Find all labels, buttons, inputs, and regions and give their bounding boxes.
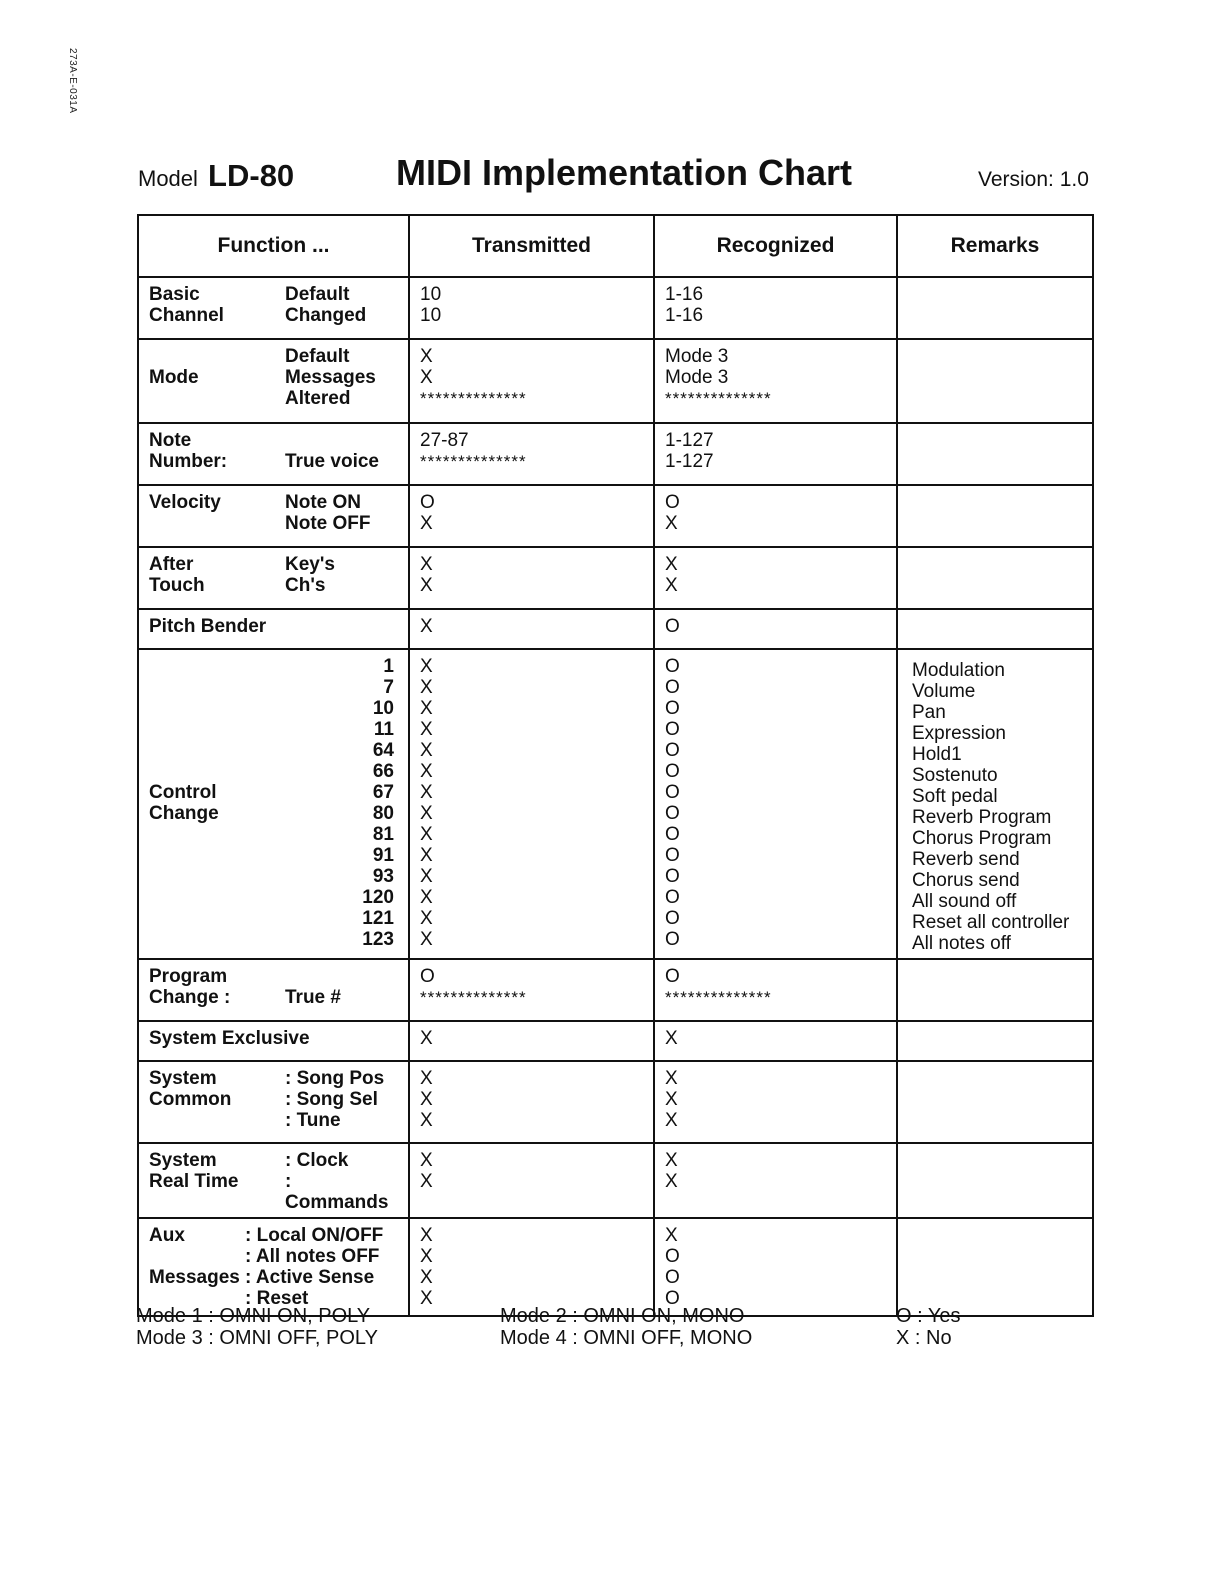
rx-value: O (665, 698, 680, 719)
fn-sub: : Song Pos (285, 1068, 385, 1089)
rx-value: 1-127 (665, 451, 714, 472)
tx-value: X (420, 1288, 433, 1309)
row-control-change (138, 649, 1093, 959)
tx-value: X (420, 698, 433, 719)
model-number: LD-80 (208, 158, 295, 193)
footer-mode4: Mode 4 : OMNI OFF, MONO (500, 1327, 753, 1349)
fn-group: Control (149, 782, 217, 803)
legend-no: X : No (896, 1327, 952, 1349)
cc-number: 67 (372, 782, 394, 803)
fn-sub: Note OFF (285, 513, 371, 534)
fn-sub: Note ON (285, 492, 361, 513)
footer-mode2: Mode 2 : OMNI ON, MONO (500, 1305, 745, 1327)
fn-sub: True voice (285, 451, 379, 472)
fn-group: Channel (149, 305, 224, 326)
fn-group: Change (149, 803, 219, 824)
fn-group: Real Time (149, 1171, 239, 1192)
col-header-function: Function ... (138, 215, 409, 277)
footer-mode1: Mode 1 : OMNI ON, POLY (136, 1305, 371, 1327)
tx-value: 10 (420, 284, 442, 305)
cc-number: 80 (372, 803, 394, 824)
fn-sub: Ch's (285, 575, 326, 596)
cc-remark: Reset all controller (912, 912, 1070, 933)
cc-number: 7 (383, 677, 394, 698)
fn-group: Basic (149, 284, 200, 305)
tx-value: X (420, 929, 433, 950)
fn-sub: Messages (285, 367, 376, 388)
row-note-number (138, 423, 1093, 485)
fn-sub: : Song Sel (285, 1089, 378, 1110)
rx-value: O (665, 616, 680, 637)
fn-sub: Default (285, 284, 350, 305)
cc-number-list (285, 656, 398, 950)
tx-value: ************** (420, 389, 527, 408)
fn-sub: True # (285, 987, 341, 1008)
rx-value: ************** (665, 389, 772, 408)
fn-sub: Default (285, 346, 350, 367)
cc-number: 121 (362, 908, 394, 929)
fn-group: Note (149, 430, 192, 451)
legend-yes: O : Yes (896, 1305, 961, 1327)
fn-sub: : All notes OFF (245, 1246, 380, 1267)
rx-value: O (665, 492, 680, 513)
fn-group: Velocity (149, 492, 221, 513)
tx-value: X (420, 346, 433, 367)
rx-value: O (665, 656, 680, 677)
col-header-transmitted: Transmitted (409, 215, 654, 277)
footer-mode-2-4 (500, 1305, 752, 1349)
fn-label: System Exclusive (149, 1028, 310, 1049)
cc-remarks-list (898, 650, 1092, 958)
tx-value: X (420, 908, 433, 929)
tx-value: X (420, 513, 433, 534)
tx-value: X (420, 1225, 433, 1246)
cc-remark: Chorus Program (912, 828, 1052, 849)
rx-value: O (665, 719, 680, 740)
cc-remark: All sound off (912, 891, 1017, 912)
tx-value: O (420, 966, 435, 987)
fn-group: Program (149, 966, 228, 987)
tx-value: X (420, 677, 433, 698)
row-aux-messages (138, 1218, 1093, 1316)
fn-label: Pitch Bender (149, 616, 267, 637)
tx-value: ************** (420, 988, 527, 1007)
row-pitch-bender (138, 609, 1093, 649)
tx-value: X (420, 575, 433, 596)
version-label: Version: 1.0 (978, 168, 1089, 191)
rx-value: O (665, 1246, 680, 1267)
tx-value: X (420, 845, 433, 866)
rx-value: X (665, 1110, 678, 1131)
tx-value: 10 (420, 305, 442, 326)
rx-value: X (665, 575, 678, 596)
tx-value: X (420, 1267, 433, 1288)
model-heading (138, 158, 294, 194)
rx-value: O (665, 845, 680, 866)
cc-remark: Reverb Program (912, 807, 1052, 828)
model-label: Model (138, 166, 198, 191)
fn-group: Number: (149, 451, 228, 472)
rx-value: X (665, 1068, 678, 1089)
tx-value: X (420, 761, 433, 782)
tx-value: ************** (420, 452, 527, 471)
fn-sub: : Clock (285, 1150, 349, 1171)
cc-remark: Chorus send (912, 870, 1020, 891)
rx-value: O (665, 782, 680, 803)
footer-mode3: Mode 3 : OMNI OFF, POLY (136, 1327, 378, 1349)
footer-mode-1-3 (136, 1305, 378, 1349)
tx-value: X (420, 554, 433, 575)
tx-value: X (420, 1150, 433, 1171)
rx-value: X (665, 1225, 678, 1246)
rx-value: O (665, 1267, 680, 1288)
tx-value: X (420, 824, 433, 845)
cc-number: 120 (362, 887, 394, 908)
rx-value: X (665, 554, 678, 575)
cc-number: 123 (362, 929, 394, 950)
tx-value: X (420, 1028, 433, 1049)
rx-value: X (665, 1089, 678, 1110)
cc-rx-list (655, 650, 896, 954)
row-mode (138, 339, 1093, 423)
col-header-remarks: Remarks (897, 215, 1093, 277)
tx-value: X (420, 367, 433, 388)
cc-remark: Modulation (912, 660, 1005, 681)
fn-group: Mode (149, 367, 199, 388)
footer-legend (896, 1305, 961, 1349)
fn-sub: : Active Sense (245, 1267, 375, 1288)
rx-value: O (665, 887, 680, 908)
page-title: MIDI Implementation Chart (396, 152, 853, 193)
rx-value: O (665, 908, 680, 929)
cc-remark: Reverb send (912, 849, 1020, 870)
fn-group: Common (149, 1089, 232, 1110)
tx-value: X (420, 740, 433, 761)
fn-group: Aux (149, 1225, 185, 1246)
cc-remark: Hold1 (912, 744, 962, 765)
fn-sub: Altered (285, 388, 351, 409)
rx-value: O (665, 866, 680, 887)
cc-remark: Sostenuto (912, 765, 998, 786)
cc-number: 91 (372, 845, 394, 866)
fn-group: Messages (149, 1267, 240, 1288)
tx-value: X (420, 1246, 433, 1267)
rx-value: X (665, 513, 678, 534)
rx-value: 1-16 (665, 284, 704, 305)
row-system-exclusive (138, 1021, 1093, 1061)
cc-number: 81 (372, 824, 394, 845)
header-row (138, 215, 1093, 277)
rx-value: O (665, 761, 680, 782)
tx-value: X (420, 866, 433, 887)
fn-group: Change : (149, 987, 231, 1008)
fn-group: System (149, 1150, 217, 1171)
tx-value: 27-87 (420, 430, 469, 451)
rx-value: Mode 3 (665, 346, 729, 367)
tx-value: O (420, 492, 435, 513)
rx-value: O (665, 740, 680, 761)
rx-value: O (665, 677, 680, 698)
cc-number: 10 (372, 698, 394, 719)
rx-value: O (665, 824, 680, 845)
cc-number: 1 (383, 656, 394, 677)
rx-value: X (665, 1150, 678, 1171)
row-system-common (138, 1061, 1093, 1143)
rx-value: Mode 3 (665, 367, 729, 388)
fn-sub: : Commands (285, 1171, 389, 1213)
fn-sub: Key's (285, 554, 335, 575)
cc-tx-list (410, 650, 653, 954)
fn-sub: : Tune (285, 1110, 341, 1131)
tx-value: X (420, 616, 433, 637)
cc-remark: Soft pedal (912, 786, 998, 807)
fn-group: After (149, 554, 194, 575)
tx-value: X (420, 1110, 433, 1131)
rx-value: O (665, 803, 680, 824)
tx-value: X (420, 803, 433, 824)
rx-value: 1-16 (665, 305, 704, 326)
rx-value: X (665, 1171, 678, 1192)
rx-value: 1-127 (665, 430, 714, 451)
tx-value: X (420, 1171, 433, 1192)
fn-group: System (149, 1068, 217, 1089)
rx-value: O (665, 966, 680, 987)
tx-value: X (420, 887, 433, 908)
cc-number: 64 (372, 740, 394, 761)
row-program-change (138, 959, 1093, 1021)
rx-value: X (665, 1028, 678, 1049)
fn-sub: Changed (285, 305, 367, 326)
row-system-real-time (138, 1143, 1093, 1218)
row-velocity (138, 485, 1093, 547)
document-code: 273A-E-031A (67, 48, 78, 114)
col-header-recognized: Recognized (654, 215, 897, 277)
rx-value: ************** (665, 988, 772, 1007)
tx-value: X (420, 719, 433, 740)
fn-sub: : Local ON/OFF (245, 1225, 384, 1246)
fn-group: Touch (149, 575, 205, 596)
row-basic-channel (138, 277, 1093, 339)
cc-remark: Volume (912, 681, 976, 702)
cc-number: 66 (372, 761, 394, 782)
tx-value: X (420, 1089, 433, 1110)
cc-number: 11 (373, 719, 394, 740)
fn-sub: : Reset (245, 1288, 309, 1309)
rx-value: O (665, 1288, 680, 1309)
cc-number: 93 (372, 866, 394, 887)
rx-value: O (665, 929, 680, 950)
tx-value: X (420, 1068, 433, 1089)
row-after-touch (138, 547, 1093, 609)
midi-implementation-table (137, 214, 1094, 1317)
cc-remark: Expression (912, 723, 1006, 744)
tx-value: X (420, 656, 433, 677)
tx-value: X (420, 782, 433, 803)
cc-remark: Pan (912, 702, 946, 723)
cc-remark: All notes off (912, 933, 1011, 954)
